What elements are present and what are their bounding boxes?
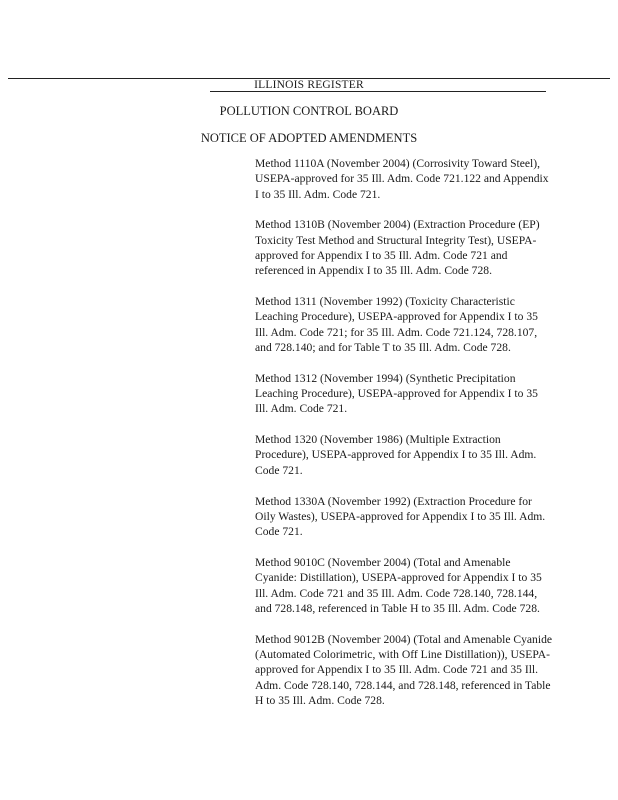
register-title: ILLINOIS REGISTER [254,79,364,91]
method-paragraph-1110a: Method 1110A (November 2004) (Corrosivity Toward Steel), USEPA-approved for 35 Ill. Adm. Code 721.122 and Appendix I to 35 Ill. Adm. Code 721. [255,157,549,201]
method-paragraph-9012b: Method 9012B (November 2004) (Total and Amenable Cyanide (Automated Colorimetric, with Off Line Distillation)), USEPA-approved for Appendix I to 35 Ill. Adm. Code 721 and 35 Ill. Adm. Code 728.140, 728.144, and 728.148, referenced in Table H to 35 Ill. Adm. Code 728. [255,632,553,707]
method-list [255,156,553,724]
notice-title: NOTICE OF ADOPTED AMENDMENTS [200,131,418,145]
header-bottom-rule [210,91,546,92]
method-paragraph-1311: Method 1311 (November 1992) (Toxicity Characteristic Leaching Procedure), USEPA-approved for Appendix I to 35 Ill. Adm. Code 721; for 35 Ill. Adm. Code 721.124, 728.107, and 728.140; and for Table T to 35 Ill. Adm. Code 728. [255,295,538,354]
board-title: POLLUTION CONTROL BOARD [219,104,399,118]
method-paragraph-1320: Method 1320 (November 1986) (Multiple Extraction Procedure), USEPA-approved for Appendix I to 35 Ill. Adm. Code 721. [255,433,537,477]
method-paragraph-9010c: Method 9010C (November 2004) (Total and Amenable Cyanide: Distillation), USEPA-approved for Appendix I to 35 Ill. Adm. Code 721 and 35 Ill. Adm. Code 728.140, 728.144, and 728.148, referenced in Table H to 35 Ill. Adm. Code 728. [255,555,542,615]
method-paragraph-1312: Method 1312 (November 1994) (Synthetic Precipitation Leaching Procedure), USEPA-approved for Appendix I to 35 Ill. Adm. Code 721. [255,371,538,416]
method-paragraph-1310b: Method 1310B (November 2004) (Extraction Procedure (EP) Toxicity Test Method and Structural Integrity Test), USEPA-approved for Appendix I to 35 Ill. Adm. Code 721 and referenced in Appendix I to 35 Ill. Adm. Code 728. [255,218,540,278]
method-paragraph-1330a: Method 1330A (November 1992) (Extraction Procedure for Oily Wastes), USEPA-approved for Appendix I to 35 Ill. Adm. Code 721. [255,494,546,539]
